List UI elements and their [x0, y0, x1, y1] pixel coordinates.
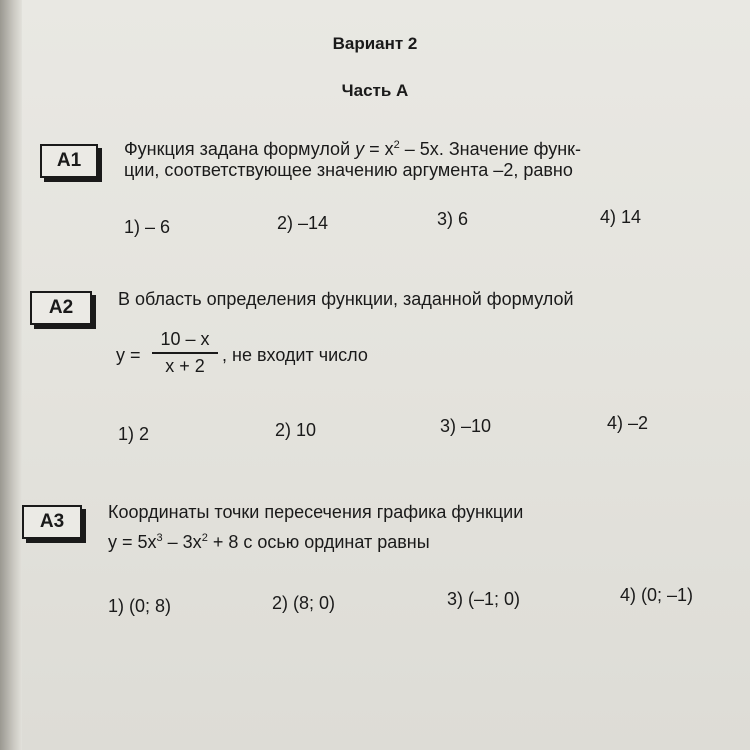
question-a2-numerator: 10 – x: [160, 329, 210, 349]
question-a1-text-end: . Значение функ-: [438, 139, 582, 159]
answer-a2-2: 2) 10: [275, 420, 317, 440]
question-a1-line1: [124, 133, 581, 161]
question-badge-a3: А3: [22, 505, 82, 539]
question-badge-a2: А2: [30, 291, 92, 325]
question-a3-text-end: с осью ординат равны: [238, 532, 430, 552]
answer-a1-1: 1) – 6: [124, 217, 171, 237]
variant-title: Вариант 2: [332, 34, 418, 53]
part-title: Часть А: [341, 81, 409, 100]
question-a2-suffix: , не входит число: [222, 345, 368, 365]
question-a1-exponent: 2: [393, 139, 400, 151]
question-a2-y-equals: y =: [116, 345, 141, 365]
question-badge-a1: А1: [40, 144, 98, 178]
question-a3-exponent-2: 2: [201, 532, 208, 544]
question-a1-formula-eq: = x: [364, 139, 394, 159]
question-a3-formula-b: – 3x: [162, 532, 202, 552]
answer-a3-4: 4) (0; –1): [620, 585, 694, 605]
question-a3-line2: [108, 526, 430, 554]
answer-a3-2: 2) (8; 0): [272, 593, 336, 613]
question-a1-formula-rest: – 5x: [399, 139, 439, 159]
question-a1-text-start: Функция задана формулой: [124, 139, 356, 159]
question-a2-denominator: x + 2: [165, 356, 205, 376]
answer-a3-1: 1) (0; 8): [108, 596, 172, 616]
page-binding-edge: [0, 0, 22, 750]
question-a3-formula-c: + 8: [207, 532, 239, 552]
question-a3-line1: Координаты точки пересечения графика функции: [108, 502, 524, 522]
question-a3-exponent-1: 3: [156, 532, 163, 544]
question-a1-formula-y: y: [355, 139, 365, 159]
question-a2-line1: В область определения функции, заданной формулой: [118, 289, 574, 309]
question-a2-fraction-bar: [152, 352, 218, 354]
answer-a2-3: 3) –10: [440, 416, 492, 436]
question-a3-formula-a: y = 5x: [108, 532, 157, 552]
answer-a3-3: 3) (–1; 0): [447, 589, 521, 609]
answer-a1-3: 3) 6: [437, 209, 469, 229]
answer-a1-2: 2) –14: [277, 213, 329, 233]
question-a1-line2: ции, соответствующее значению аргумента –2, равно: [124, 160, 573, 180]
answer-a2-1: 1) 2: [118, 424, 150, 444]
answer-a2-4: 4) –2: [607, 413, 649, 433]
answer-a1-4: 4) 14: [600, 207, 642, 227]
